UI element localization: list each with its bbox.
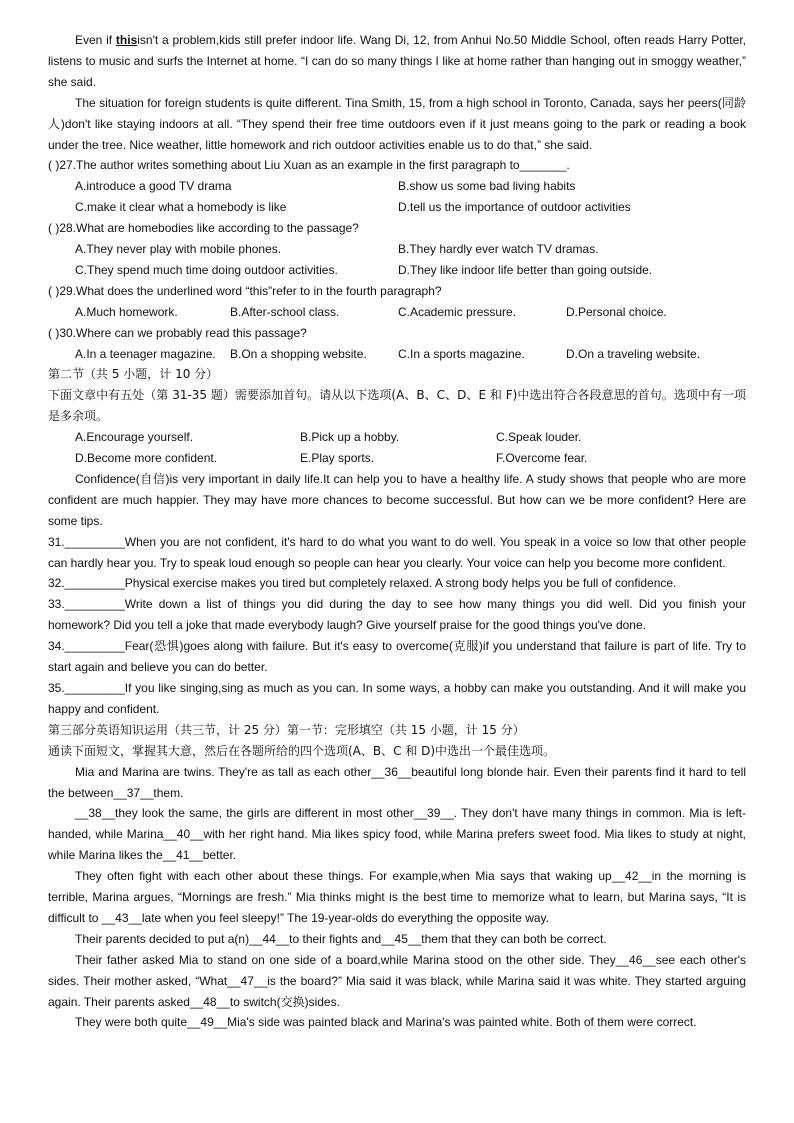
option-c[interactable]: C.make it clear what a homebody is like (75, 200, 287, 215)
passage-paragraph (48, 30, 746, 93)
option-row (48, 197, 746, 218)
blank-item: 35._________If you like singing,sing as much as you can. In some ways, a hobby can make you outstanding. And it will make you happy and confident. (48, 680, 746, 716)
question-stem: ( )30.Where can we probably read this passage? (48, 325, 307, 340)
option-a[interactable]: A.introduce a good TV drama (75, 179, 232, 194)
option-d[interactable]: D.Personal choice. (566, 304, 667, 319)
option-c[interactable]: C.They spend much time doing outdoor activities. (75, 262, 338, 277)
section-heading: 第三部分英语知识运用（共三节，计 25 分）第一节：完形填空（共 15 小题，计 15 分） (48, 722, 525, 737)
passage-paragraph: They were both quite__49__Mia's side was painted black and Marina's was painted white. Both of them were correct. (75, 1015, 697, 1030)
option-d[interactable]: D.On a traveling website. (566, 346, 701, 361)
passage-paragraph: __38__they look the same, the girls are different in most other__39__. They don't have many things in common. Mia is left-handed, while Marina__40__with her right hand. Mia likes spicy food, while Marina prefers sweet food. Mia likes to study at night, while Marina likes the__41__better. (48, 806, 746, 863)
option-d: D.Become more confident. (75, 451, 218, 466)
blank-item: 34._________Fear(恐惧)goes along with failure. But it's easy to overcome(克服)if you understand that failure is part of life. Try to start again and believe you can do better. (48, 639, 746, 675)
option-row (48, 260, 746, 281)
section-instructions: 下面文章中有五处（第 31-35 题）需要添加首句。请从以下选项(A、B、C、D、E 和 F)中选出符合各段意思的首句。选项中有一项是多余项。 (48, 388, 746, 424)
option-row (48, 427, 746, 448)
text-run: Even if (75, 33, 116, 47)
blank-item: 33._________Write down a list of things you did during the day to see how many things you did well. Did you finish your homework? Did you tell a joke that made everybody laugh? Give yourself praise for the good things you've done. (48, 597, 746, 633)
passage-paragraph: Their father asked Mia to stand on one side of a board,while Marina stood on the other side. They__46__see each other's sides. Their mother asked, “What__47__is the board?” Mia said it was black, while Marina said it was white. They started arguing again. Their parents asked__48__to switch(交换)sides. (48, 952, 746, 1009)
option-e: E.Play sports. (300, 451, 375, 466)
blank-item: 32._________Physical exercise makes you tired but completely relaxed. A strong body helps you be full of confidence. (48, 576, 677, 591)
option-b[interactable]: B.show us some bad living habits (398, 179, 576, 194)
passage-paragraph: Mia and Marina are twins. They're as tall as each other__36__beautiful long blonde hair. Even their parents find it hard to tell the between__37__them. (48, 764, 746, 800)
option-a[interactable]: A.In a teenager magazine. (75, 346, 216, 361)
option-c: C.Speak louder. (496, 430, 582, 445)
underlined-word: this (115, 33, 138, 47)
option-f: F.Overcome fear. (496, 451, 588, 466)
option-a: A.Encourage yourself. (75, 430, 194, 445)
option-c[interactable]: C.Academic pressure. (398, 304, 517, 319)
option-c[interactable]: C.In a sports magazine. (398, 346, 525, 361)
option-row (48, 302, 746, 323)
passage-paragraph: Confidence(自信)is very important in daily life.It can help you to have a healthy life. A study shows that people who are more confident are much happier. They may have more chances to become successful. But how can we be more confident? Here are some tips. (48, 471, 746, 528)
option-b[interactable]: B.On a shopping website. (230, 346, 367, 361)
option-a[interactable]: A.They never play with mobile phones. (75, 242, 282, 257)
option-a[interactable]: A.Much homework. (75, 304, 178, 319)
question-stem: ( )29.What does the underlined word “this”refer to in the fourth paragraph? (48, 283, 442, 298)
question-stem: ( )28.What are homebodies like according to the passage? (48, 221, 359, 236)
option-row (48, 176, 746, 197)
text-run: isn't a problem,kids still prefer indoor life. Wang Di, 12, from Anhui No.50 Middle School, often reads Harry Potter, listens to music and surfs the Internet at home. “I can do so many things I like at home rather than hanging out in smoggy weather,” she said. (48, 33, 746, 89)
option-row (48, 239, 746, 260)
option-b[interactable]: B.After-school class. (230, 304, 340, 319)
passage-paragraph: The situation for foreign students is quite different. Tina Smith, 15, from a high school in Toronto, Canada, says her peers(同龄人)don't like staying indoors at all. “They spend their free time outdoors even if it just means going to the park or reading a book under the tree. Nice weather, little homework and rich outdoor activities enable us to do that,” she said. (48, 95, 746, 152)
option-d[interactable]: D.tell us the importance of outdoor activities (398, 200, 631, 215)
option-row (48, 344, 746, 365)
option-d[interactable]: D.They like indoor life better than going outside. (398, 262, 653, 277)
section-instructions: 通读下面短文，掌握其大意，然后在各题所给的四个选项(A、B、C 和 D)中选出一个最佳选项。 (48, 743, 556, 758)
option-row (48, 448, 746, 469)
section-heading: 第二节（共 5 小题，计 10 分） (48, 367, 219, 382)
passage-paragraph: They often fight with each other about these things. For example,when Mia says that waking up__42__in the morning is terrible, Marina argues, “Mornings are fresh.” Mia thinks might is the best time to memorize what to learn, but Marina says, “It is difficult to __43__late when you feel sleepy!” The 19-year-olds do everything the opposite way. (48, 869, 746, 925)
option-b[interactable]: B.They hardly ever watch TV dramas. (398, 242, 599, 257)
option-b: B.Pick up a hobby. (300, 430, 400, 445)
passage-paragraph: Their parents decided to put a(n)__44__to their fights and__45__them that they can both be correct. (75, 931, 607, 946)
question-stem: ( )27.The author writes something about Liu Xuan as an example in the first paragraph to_______. (48, 158, 570, 173)
blank-item: 31._________When you are not confident, it's hard to do what you want to do well. You speak in a voice so low that other people can hardly hear you. Try to speak loud enough so people can hear you clearly. Your voice can help you become more confident. (48, 534, 746, 570)
